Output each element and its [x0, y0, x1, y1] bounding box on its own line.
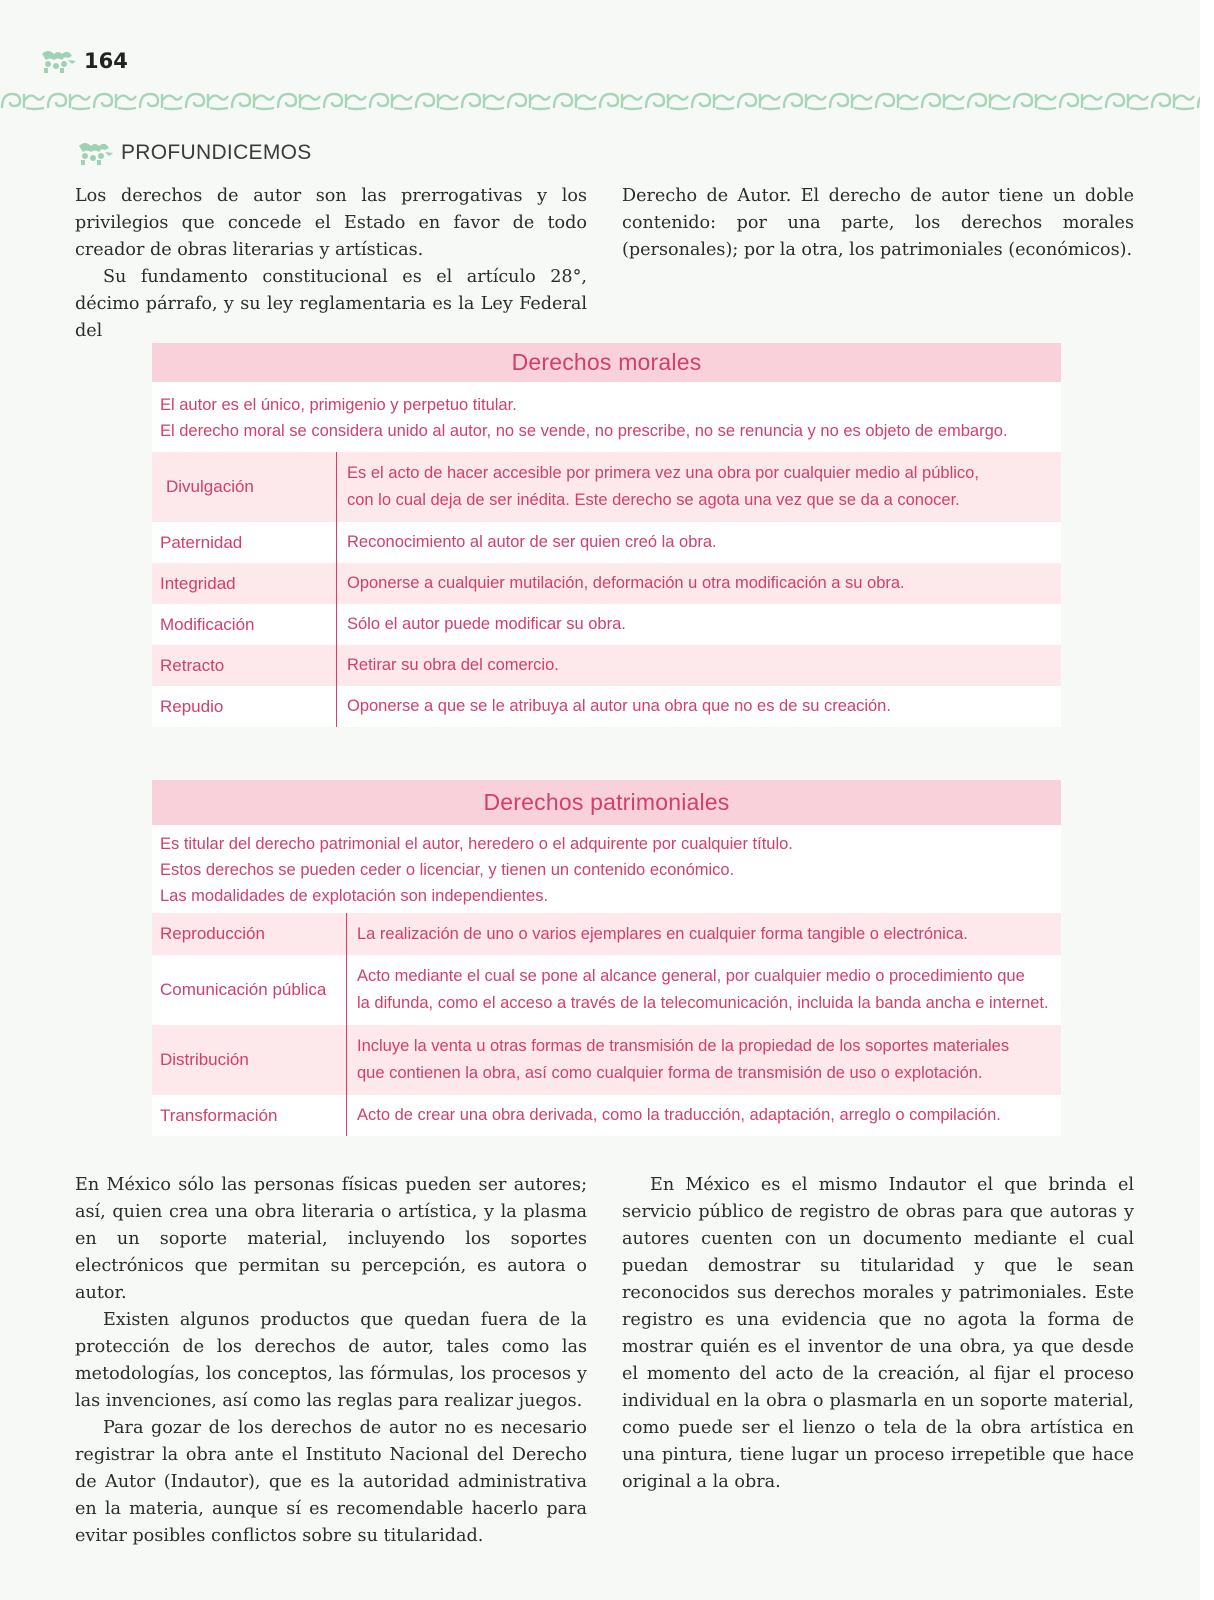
definition-line: Oponerse a cualquier mutilación, deformación u otra modificación a su obra.	[347, 574, 905, 592]
section-heading-row	[75, 140, 312, 166]
row-term: Retracto	[152, 645, 337, 686]
definition-line: Oponerse a que se le atribuya al autor una obra que no es de su creación.	[347, 697, 891, 715]
row-term: Paternidad	[152, 522, 337, 563]
paragraph: Su fundamento constitucional es el artículo 28°, décimo párrafo, y su ley reglamentaria es la Ley Federal del	[75, 267, 587, 341]
row-definition	[337, 604, 1061, 645]
table-row	[152, 563, 1061, 604]
table-row	[152, 452, 1061, 522]
paragraph: Derecho de Autor. El derecho de autor tiene un doble contenido: por una parte, los derechos morales (personales); por la otra, los patrimoniales (económicos).	[622, 186, 1134, 260]
greek-fret-border	[0, 88, 1200, 114]
row-term: Transformación	[152, 1095, 347, 1136]
table-row	[152, 913, 1061, 955]
paragraph: Para gozar de los derechos de autor no es necesario registrar la obra ante el Instituto Nacional del Derecho de Autor (Indautor), que es la autoridad administrativa en la materia, aunque sí es recomendable hacerlo para evitar posibles conflictos sobre su titularidad.	[75, 1418, 587, 1546]
definition-line: con lo cual deja de ser inédita. Este derecho se agota una vez que se da a conocer.	[347, 491, 960, 509]
glyph-ornament-icon	[38, 48, 78, 74]
intro-right-column	[622, 183, 1134, 264]
paragraph: En México sólo las personas físicas pueden ser autores; así, quien crea una obra literaria o artística, y la plasma en un soporte material, incluyendo los soportes electrónicos que permitan su percepción, es autora o autor.	[75, 1175, 587, 1303]
row-definition	[337, 452, 1061, 522]
definition-line: Acto mediante el cual se pone al alcance general, por cualquier medio o procedimiento que	[357, 967, 1025, 985]
intro-line: Las modalidades de explotación son independientes.	[160, 887, 549, 905]
row-term: Reproducción	[152, 913, 347, 955]
economic-rights-table	[152, 780, 1061, 1136]
closing-right-column	[622, 1172, 1134, 1496]
moral-rights-table	[152, 343, 1061, 727]
definition-line: la difunda, como el acceso a través de la telecomunicación, incluida la banda ancha e internet.	[357, 994, 1049, 1012]
row-term: Divulgación	[152, 452, 337, 522]
definition-line: La realización de uno o varios ejemplares en cualquier forma tangible o electrónica.	[357, 924, 968, 943]
row-definition	[337, 686, 1061, 727]
table-row	[152, 1095, 1061, 1136]
definition-line: Sólo el autor puede modificar su obra.	[347, 615, 626, 633]
table-row	[152, 604, 1061, 645]
paragraph: Los derechos de autor son las prerrogativas y los privilegios que concede el Estado en favor de todo creador de obras literarias y artísticas.	[75, 186, 587, 260]
intro-line: Es titular del derecho patrimonial el autor, heredero o el adquirente por cualquier título.	[160, 835, 793, 853]
row-definition	[347, 955, 1061, 1025]
row-definition	[347, 1025, 1061, 1095]
row-term: Repudio	[152, 686, 337, 727]
table-row	[152, 955, 1061, 1025]
row-term: Comunicación pública	[152, 955, 347, 1025]
closing-left-column	[75, 1172, 587, 1550]
glyph-ornament-icon	[75, 140, 115, 166]
table-title: Derechos patrimoniales	[152, 780, 1061, 825]
table-row	[152, 686, 1061, 727]
table-row	[152, 522, 1061, 563]
table-intro	[152, 382, 1061, 452]
table-title: Derechos morales	[152, 343, 1061, 382]
row-term: Distribución	[152, 1025, 347, 1095]
row-definition	[347, 913, 1061, 955]
row-term: Integridad	[152, 563, 337, 604]
row-definition	[337, 522, 1061, 563]
row-definition	[347, 1095, 1061, 1136]
intro-line: El autor es el único, primigenio y perpetuo titular.	[160, 396, 517, 414]
row-definition	[337, 645, 1061, 686]
intro-left-column	[75, 183, 587, 345]
paragraph: Existen algunos productos que quedan fuera de la protección de los derechos de autor, tales como las metodologías, los conceptos, las fórmulas, los procesos y las invenciones, así como las reglas para realizar juegos.	[75, 1310, 587, 1411]
intro-line: Estos derechos se pueden ceder o licenciar, y tienen un contenido económico.	[160, 861, 735, 879]
page-number: 164	[84, 49, 128, 73]
table-intro	[152, 825, 1061, 913]
definition-line: que contienen la obra, así como cualquier forma de transmisión de uso o explotación.	[357, 1064, 983, 1082]
section-heading: PROFUNDICEMOS	[121, 141, 312, 164]
definition-line: Retirar su obra del comercio.	[347, 656, 559, 674]
table-row	[152, 1025, 1061, 1095]
row-term: Modificación	[152, 604, 337, 645]
table-row	[152, 645, 1061, 686]
definition-line: Incluye la venta u otras formas de transmisión de la propiedad de los soportes materiales	[357, 1037, 1010, 1055]
definition-line: Reconocimiento al autor de ser quien creó la obra.	[347, 533, 717, 551]
page-header	[38, 46, 128, 76]
definition-line: Es el acto de hacer accesible por primera vez una obra por cualquier medio al público,	[347, 464, 979, 482]
definition-line: Acto de crear una obra derivada, como la traducción, adaptación, arreglo o compilación.	[357, 1106, 1001, 1124]
row-definition	[337, 563, 1061, 604]
paragraph: En México es el mismo Indautor el que brinda el servicio público de registro de obras para que autoras y autores cuenten con un documento mediante el cual puedan demostrar su titularidad y que le sean reconocidos sus derechos morales y patrimoniales. Este registro es una evidencia que no agota la forma de mostrar quién es el inventor de una obra, ya que desde el momento del acto de la creación, al fijar el proceso individual en la obra o plasmarla en un soporte material, como puede ser el lienzo o tela de la obra artística en una pintura, tiene lugar un proceso irrepetible que hace original a la obra.	[622, 1175, 1134, 1492]
intro-line: El derecho moral se considera unido al autor, no se vende, no prescribe, no se renuncia y no es objeto de embargo.	[160, 422, 1008, 440]
